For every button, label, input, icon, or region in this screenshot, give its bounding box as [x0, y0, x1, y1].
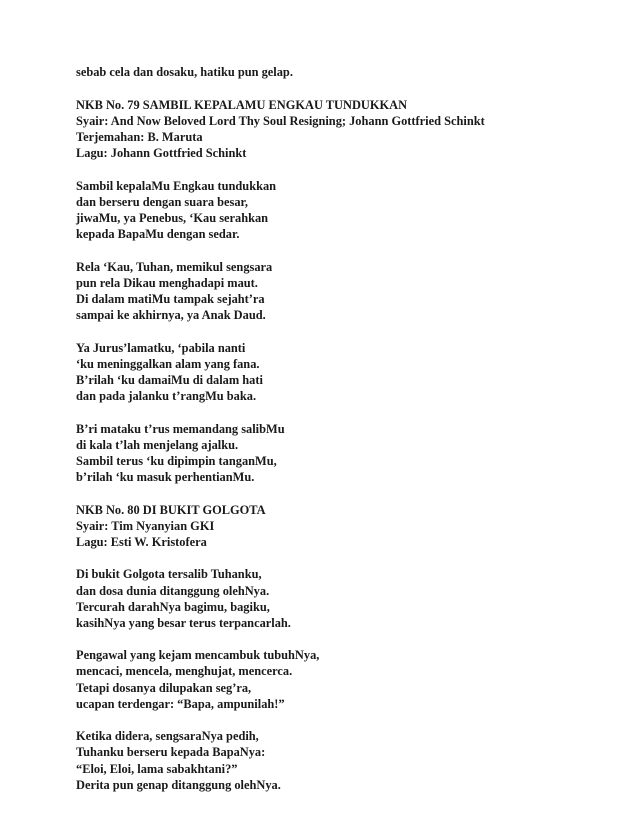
lyric-line: mencaci, mencela, menghujat, mencerca.	[76, 664, 293, 679]
hymn-header-nkb-79	[76, 97, 596, 161]
lyric-line: kepada BapaMu dengan sedar.	[76, 226, 240, 241]
hymn-composer: Lagu: Esti W. Kristofera	[76, 534, 207, 549]
stanza	[76, 178, 596, 242]
stanza	[76, 259, 596, 323]
lyric-line: Derita pun genap ditanggung olehNya.	[76, 777, 281, 792]
lyric-line: ‘ku meninggalkan alam yang fana.	[76, 356, 260, 371]
lyric-line: “Eloi, Eloi, lama sabakhtani?”	[76, 761, 238, 776]
lyric-line: Sambil kepalaMu Engkau tundukkan	[76, 178, 277, 193]
lyric-line: Tuhanku berseru kepada BapaNya:	[76, 745, 266, 760]
stanza	[76, 647, 596, 711]
text-block	[76, 64, 596, 80]
hymn-title: NKB No. 80 DI BUKIT GOLGOTA	[76, 502, 266, 517]
lyric-line: sampai ke akhirnya, ya Anak Daud.	[76, 307, 266, 322]
lyric-line: jiwaMu, ya Penebus, ‘Kau serahkan	[76, 210, 269, 225]
lyric-line: pun rela Dikau menghadapi maut.	[76, 275, 258, 290]
hymn-lyricist: Syair: And Now Beloved Lord Thy Soul Resigning; Johann Gottfried Schinkt	[76, 113, 485, 128]
stanza	[76, 421, 596, 485]
lyric-line: B’ri mataku t’rus memandang salibMu	[76, 421, 285, 436]
lyric-line: Ya Jurus’lamatku, ‘pabila nanti	[76, 340, 246, 355]
lyric-line: Ketika didera, sengsaraNya pedih,	[76, 729, 259, 744]
text-line: sebab cela dan dosaku, hatiku pun gelap.	[76, 65, 293, 79]
hymn-translator: Terjemahan: B. Maruta	[76, 129, 203, 144]
stanza	[76, 340, 596, 404]
lyric-line: dan berseru dengan suara besar,	[76, 194, 249, 209]
lyric-line: Tetapi dosanya dilupakan seg’ra,	[76, 680, 252, 695]
lyric-line: di kala t’lah menjelang ajalku.	[76, 437, 239, 452]
lyric-line: Rela ‘Kau, Tuhan, memikul sengsara	[76, 259, 273, 274]
lyric-line: b’rilah ‘ku masuk perhentianMu.	[76, 469, 255, 484]
hymn-header-nkb-80	[76, 502, 596, 550]
lyric-line: ucapan terdengar: “Bapa, ampunilah!”	[76, 696, 285, 711]
hymn-lyricist: Syair: Tim Nyanyian GKI	[76, 518, 215, 533]
lyric-line: Pengawal yang kejam mencambuk tubuhNya,	[76, 648, 320, 663]
lyric-line: dan dosa dunia ditanggung olehNya.	[76, 583, 270, 598]
document-text	[76, 64, 596, 809]
hymn-composer: Lagu: Johann Gottfried Schinkt	[76, 145, 247, 160]
lyric-line: Tercurah darahNya bagimu, bagiku,	[76, 599, 270, 614]
lyric-line: Sambil terus ‘ku dipimpin tanganMu,	[76, 453, 277, 468]
stanza	[76, 728, 596, 792]
stanza	[76, 566, 596, 630]
lyric-line: kasihNya yang besar terus terpancarlah.	[76, 615, 291, 630]
hymn-title: NKB No. 79 SAMBIL KEPALAMU ENGKAU TUNDUKKAN	[76, 97, 408, 112]
lyric-line: B’rilah ‘ku damaiMu di dalam hati	[76, 372, 263, 387]
lyric-line: Di bukit Golgota tersalib Tuhanku,	[76, 567, 262, 582]
lyric-line: Di dalam matiMu tampak sejaht’ra	[76, 291, 265, 306]
lyric-line: dan pada jalanku t’rangMu baka.	[76, 388, 257, 403]
